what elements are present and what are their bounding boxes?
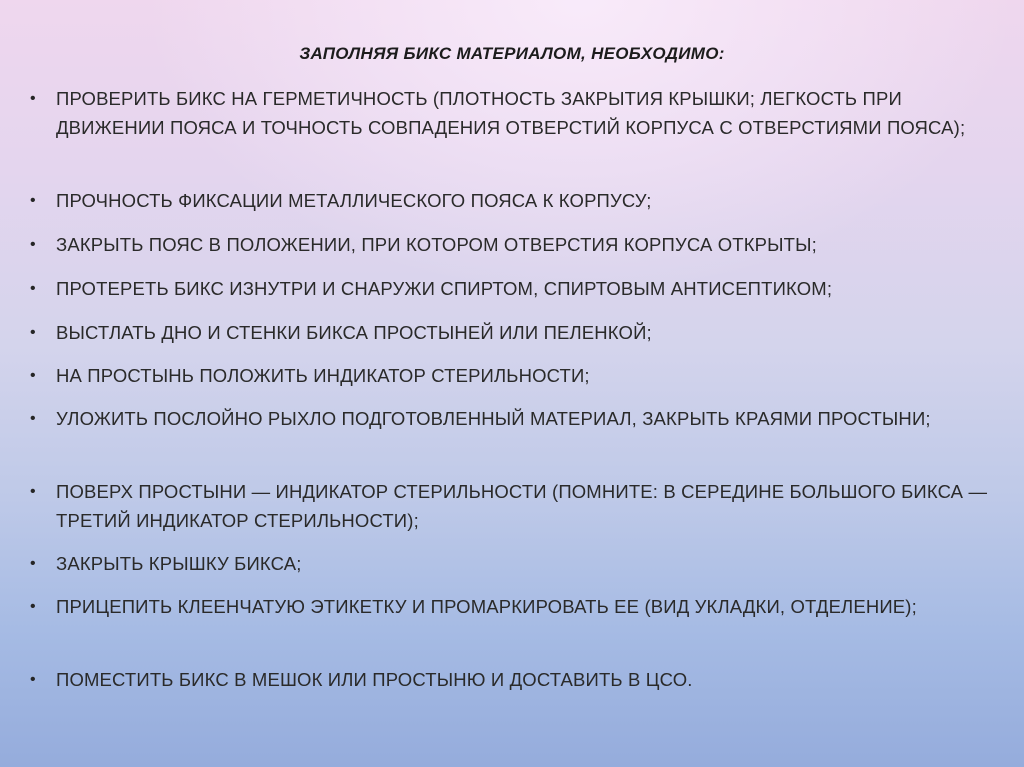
- bullet-icon: •: [30, 324, 36, 341]
- list-item: [30, 230, 998, 259]
- slide-title: ЗАПОЛНЯЯ БИКС МАТЕРИАЛОМ, НЕОБХОДИМО:: [299, 44, 725, 63]
- list-item: [30, 404, 998, 433]
- list-item-text: ПРОВЕРИТЬ БИКС НА ГЕРМЕТИЧНОСТЬ (ПЛОТНОСТЬ ЗАКРЫТИЯ КРЫШКИ; ЛЕГКОСТЬ ПРИ ДВИЖЕНИИ ПОЯСА И ТОЧНОСТЬ СОВПАДЕНИЯ ОТВЕРСТИЙ КОРПУСА С ОТВЕРСТИЯМИ ПОЯСА);: [56, 88, 966, 138]
- list-item: [30, 592, 998, 621]
- list-item: [30, 274, 998, 303]
- bullet-icon: •: [30, 555, 36, 572]
- list-item-text: ПОВЕРХ ПРОСТЫНИ — ИНДИКАТОР СТЕРИЛЬНОСТИ (ПОМНИТЕ: В СЕРЕДИНЕ БОЛЬШОГО БИКСА — ТРЕТИЙ ИНДИКАТОР СТЕРИЛЬНОСТИ);: [56, 481, 988, 531]
- bullet-icon: •: [30, 598, 36, 615]
- list-item: [30, 477, 998, 535]
- bullet-icon: •: [30, 236, 36, 253]
- list-item: [30, 665, 998, 694]
- list-item: [30, 361, 998, 390]
- list-item: [30, 84, 998, 142]
- list-item: [30, 318, 998, 347]
- list-item-text: ПОМЕСТИТЬ БИКС В МЕШОК ИЛИ ПРОСТЫНЮ И ДОСТАВИТЬ В ЦСО.: [56, 669, 693, 690]
- list-item-text: УЛОЖИТЬ ПОСЛОЙНО РЫХЛО ПОДГОТОВЛЕННЫЙ МАТЕРИАЛ, ЗАКРЫТЬ КРАЯМИ ПРОСТЫНИ;: [56, 408, 931, 429]
- list-item-text: ПРОЧНОСТЬ ФИКСАЦИИ МЕТАЛЛИЧЕСКОГО ПОЯСА К КОРПУСУ;: [56, 190, 652, 211]
- bullet-icon: •: [30, 483, 36, 500]
- bullet-icon: •: [30, 90, 36, 107]
- list-item: [30, 186, 998, 215]
- bullet-icon: •: [30, 367, 36, 384]
- bullet-icon: •: [30, 280, 36, 297]
- list-item-text: НА ПРОСТЫНЬ ПОЛОЖИТЬ ИНДИКАТОР СТЕРИЛЬНОСТИ;: [56, 365, 590, 386]
- bullet-icon: •: [30, 410, 36, 427]
- list-item-text: ПРОТЕРЕТЬ БИКС ИЗНУТРИ И СНАРУЖИ СПИРТОМ, СПИРТОВЫМ АНТИСЕПТИКОМ;: [56, 278, 833, 299]
- list-item-text: ВЫСТЛАТЬ ДНО И СТЕНКИ БИКСА ПРОСТЫНЕЙ ИЛИ ПЕЛЕНКОЙ;: [56, 322, 652, 343]
- list-item-text: ЗАКРЫТЬ ПОЯС В ПОЛОЖЕНИИ, ПРИ КОТОРОМ ОТВЕРСТИЯ КОРПУСА ОТКРЫТЫ;: [56, 234, 817, 255]
- bullet-icon: •: [30, 192, 36, 209]
- list-item-text: ПРИЦЕПИТЬ КЛЕЕНЧАТУЮ ЭТИКЕТКУ И ПРОМАРКИРОВАТЬ ЕЕ (ВИД УКЛАДКИ, ОТДЕЛЕНИЕ);: [56, 596, 917, 617]
- bullet-icon: •: [30, 671, 36, 688]
- list-item-text: ЗАКРЫТЬ КРЫШКУ БИКСА;: [56, 553, 302, 574]
- list-item: [30, 549, 998, 578]
